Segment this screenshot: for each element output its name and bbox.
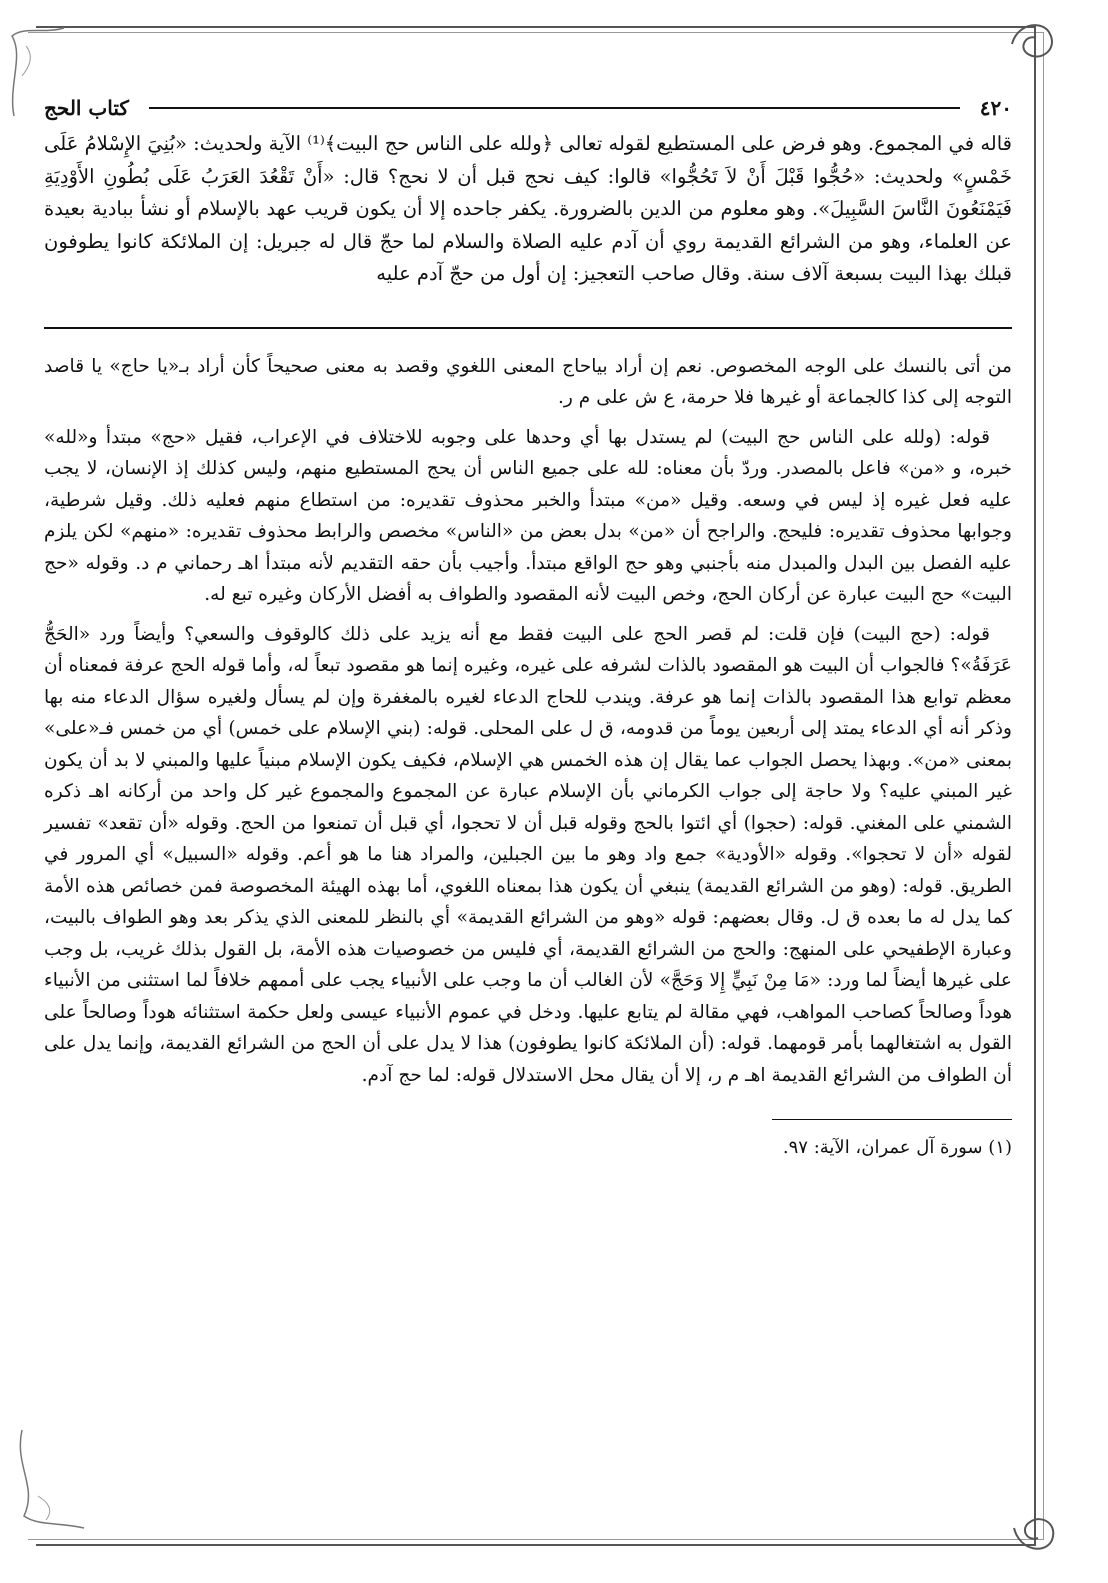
book-title: كتاب الحج xyxy=(44,96,129,120)
commentary xyxy=(44,351,1012,1092)
commentary-paragraph: من أتى بالنسك على الوجه المخصوص. نعم إن أراد بياحاج المعنى اللغوي وقصد به معنى صحيحاً كأن أراد بـ«يا حاج» يا قاصد التوجه إلى كذا كالجماعة أو غيرها فلا حرمة، ع ش على م ر. xyxy=(44,355,1012,408)
header-rule xyxy=(149,107,960,109)
running-header xyxy=(44,88,1012,128)
main-paragraph: قاله في المجموع. وهو فرض على المستطيع لقوله تعالى ﴿ولله على الناس حج البيت﴾⁽¹⁾ الآية ولحديث: «بُنِيَ الإِسْلامُ عَلَى خَمْسٍ» ولحديث: «حُجُّوا قَبْلَ أَنْ لاَ تَحُجُّوا» قالوا: كيف نحج قبل أن لا نحج؟ قال: «أَنْ تَقْعُدَ العَرَبُ عَلَى بُطُونِ الأَوْدِيَةِ فَيَمْنَعُونَ النَّاسَ السَّبِيلَ». وهو معلوم من الدين بالضرورة. يكفر جاحده إلا أن يكون قريب عهد بالإسلام أو نشأ ببادية بعيدة عن العلماء، وهو من الشرائع القديمة روي أن آدم عليه الصلاة والسلام لما حجّ قال له جبريل: إن الملائكة كانوا يطوفون قبلك بهذا البيت بسبعة آلاف سنة. وقال صاحب التعجيز: إن أول من حجّ آدم عليه xyxy=(44,132,1012,285)
footnote-rule xyxy=(772,1119,1012,1120)
ornament-bottom-right-icon xyxy=(1004,1504,1064,1564)
footnote: (١) سورة آل عمران، الآية: ٩٧. xyxy=(782,1137,1012,1158)
ornament-bottom-left-icon xyxy=(8,1426,88,1536)
text-commentary-separator xyxy=(44,327,1012,329)
commentary-paragraph: قوله: (حج البيت) فإن قلت: لم قصر الحج على البيت فقط مع أنه يزيد على ذلك كالوقوف والسعي؟ وأيضاً ورد «الحَجُّ عَرَفَةُ»؟ فالجواب أن البيت هو المقصود بالذات لشرفه على غيره، وغيره إنما هو مقصود تبعاً له، وأما قوله الحج عرفة فمعناه أن معظم توابع هذا المقصود بالذات إنما هو عرفة. ويندب للحاج الدعاء لغيره بالمغفرة وإن لم يسأل ولغيره سؤال الدعاء منه بها وذكر أنه أي الدعاء يمتد إلى أربعين يوماً من قدومه، ق ل على المحلى. قوله: (بني الإسلام على خمس) أي من خمس فـ«على» بمعنى «من». وبهذا يحصل الجواب عما يقال إن هذه الخمس هي الإسلام، فكيف يكون الإسلام مبنياً عليها والمبني لا بد أن يكون غير المبني عليه؟ ولا حاجة إلى جواب الكرماني بأن الإسلام عبارة عن المجموع والمجموع غير كل واحد من أركانه اهـ ذكره الشمني على المغني. قوله: (حجوا) أي ائتوا بالحج وقوله قبل أن لا تحجوا، أي قبل أن تمنعوا من الحج. وقوله «أن تقعد» تفسير لقوله «أن لا تحجوا». وقوله «الأودية» جمع واد وهو ما بين الجبلين، والمراد هنا ما هو أعم. وقوله «السبيل» أي المرور في الطريق. قوله: (وهو من الشرائع القديمة) ينبغي أن يكون هذا بمعناه اللغوي، أما بهذه الهيئة المخصوصة فمن خصائص هذه الأمة كما يدل له ما بعده ق ل. وقال بعضهم: قوله «وهو من الشرائع القديمة» أي بالنظر للمعنى الذي يذكر بعد وهو الطواف بالبيت، وعبارة الإطفيحي على المنهج: والحج من الشرائع القديمة، أي فليس من خصوصيات هذه الأمة، بل القول بذلك غريب، بل وجب على غيرها أيضاً لما ورد: «مَا مِنْ نَبِيٍّ إِلا وَحَجَّ» لأن الغالب أن ما وجب على الأنبياء يجب على أممهم خلافاً لما استثنى من الأنبياء هوداً وصالحاً كصاحب المواهب، فهي مقالة لم يتابع عليها. ودخل في عموم الأنبياء عيسى ولعل حكمة استثنائه هوداً وصالحاً على القول به اشتغالهما بأمر قومهما. قوله: (أن الملائكة كانوا يطوفون) هذا لا يدل على أن الحج من الشرائع القديمة، وإنما يدل على أن الطواف من الشرائع القديمة اهـ م ر، إلا أن يقال محل الاستدلال قوله: لما حج آدم. xyxy=(44,623,1012,1086)
page-number: ٤٢٠ xyxy=(979,96,1012,120)
book-page xyxy=(44,88,1012,1162)
ornament-top-right-icon xyxy=(1004,14,1064,74)
main-text xyxy=(44,128,1012,291)
commentary-paragraph: قوله: (ولله على الناس حج البيت) لم يستدل بها أي وحدها على وجوبه للاختلاف في الإعراب، فقيل «حج» مبتدأ و«لله» خبره، و «من» فاعل بالمصدر. وردّ بأن معناه: لله على جميع الناس أن يحج المستطيع منهم، وليس كذلك إذ الإنسان، لا يجب عليه فعل غيره إذ ليس في وسعه. وقيل «من» مبتدأ والخبر محذوف تقديره: من استطاع منهم فعليه ذلك. وقيل شرطية، وجوابها محذوف تقديره: فليحج. والراجح أن «من» بدل بعض من «الناس» مخصص والرابط محذوف تقديره: «منهم» لكن يلزم عليه الفصل بين البدل والمبدل منه بأجنبي وهو حج الواقع مبتدأ. وأجيب بأن حقه التقديم لأنه مبتدأ اهـ رحماني م د. وقوله «حج البيت» حج البيت عبارة عن أركان الحج، وخص البيت لأنه المقصود والطواف به أفضل الأركان وغيره تبع له. xyxy=(44,426,1012,605)
